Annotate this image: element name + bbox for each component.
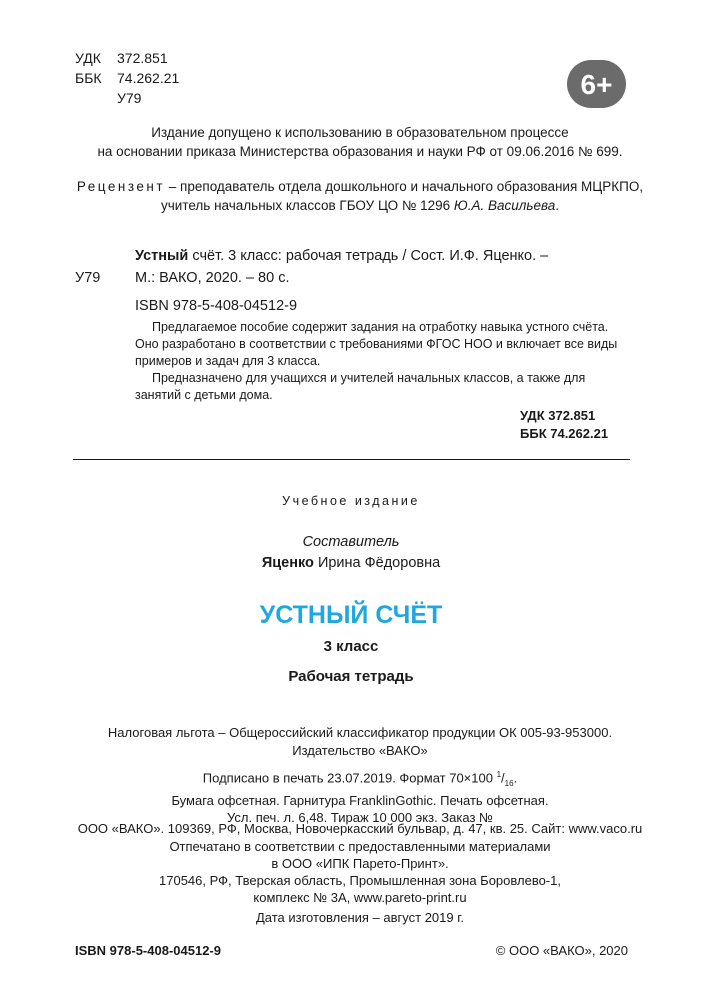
format-numerator: 1 [496, 770, 502, 779]
book-title: УСТНЫЙ СЧЁТ [259, 601, 443, 629]
bib-line-1 [75, 245, 635, 267]
reviewer-period: . [555, 198, 559, 213]
bib-title-bold: Устный [135, 248, 189, 264]
bbk-right: ББК 74.262.21 [520, 426, 609, 441]
printer-info [60, 838, 660, 906]
tax-line: Налоговая льгота – Общероссийский классификатор продукции ОК 005-93-953000. [107, 725, 613, 740]
signed-line [60, 766, 660, 792]
author-name [0, 555, 702, 572]
classification-right [520, 407, 608, 443]
bbk-row [75, 68, 179, 88]
footer-copyright: © ООО «ВАКО», 2020 [495, 943, 628, 958]
divider-rule [73, 459, 630, 460]
udk-label: УДК [75, 50, 101, 66]
bib-title-rest: счёт. 3 класс: рабочая тетрадь / Сост. И.Ф. Яценко. – [188, 248, 549, 264]
edition-type: Учебное издание [282, 494, 420, 508]
paper-line: Бумага офсетная. Гарнитура FranklinGothic. Печать офсетная. [171, 792, 549, 808]
age-rating-badge: 6+ [567, 60, 626, 108]
reviewer-workplace: учитель начальных классов ГБОУ ЦО № 1296 [161, 198, 454, 213]
bibliographic-record [75, 245, 635, 317]
udk-value: 372.851 [117, 50, 168, 66]
signed-text: Подписано в печать 23.07.2019. Формат 70×100 [202, 770, 497, 786]
reviewer-block [60, 177, 660, 215]
publisher-line: Издательство «ВАКО» [292, 743, 428, 758]
annotation-para-2: Предназначено для учащихся и учителей начальных классов, а также для занятий с детьми дома. [135, 371, 586, 402]
reviewer-line-2 [60, 196, 660, 215]
classification-codes [75, 48, 179, 108]
bbk-value: 74.262.21 [117, 70, 180, 86]
bib-imprint: М.: ВАКО, 2020. – 80 с. [135, 270, 290, 286]
annotation-para-1: Предлагаемое пособие содержит задания на отработку навыка устного счёта. Оно разработано в соответствии с требованиями ФГОС НОО и включает все виды примеров и задач для 3 класса. [135, 320, 618, 368]
reviewer-line-1 [60, 177, 660, 196]
printed-line-2: в ООО «ИПК Парето-Принт». [271, 856, 449, 871]
author-given-names: Ирина Фёдоровна [313, 555, 441, 571]
format-slash: / [501, 770, 505, 786]
printed-line-1: Отпечатано в соответствии с предоставленными материалами [169, 839, 551, 854]
reviewer-position: – преподаватель отдела дошкольного и начального образования МЦРКПО, [165, 179, 644, 194]
approval-line-1: Издание допущено к использованию в образовательном процессе [151, 125, 569, 140]
annotation [135, 319, 630, 404]
signed-period: . [513, 770, 518, 786]
printed-line-3: 170546, РФ, Тверская область, Промышленная зона Боровлево-1, [159, 873, 561, 888]
tax-info [60, 724, 660, 760]
bib-isbn: ISBN 978-5-408-04512-9 [135, 298, 298, 314]
print-run-line: Усл. печ. л. 6,48. Тираж 10 000 экз. Заказ № [227, 809, 493, 825]
format-denominator: 16 [504, 778, 514, 788]
udk-right: УДК 372.851 [520, 408, 596, 423]
author-mark: У79 [117, 90, 142, 106]
book-subtitle: Рабочая тетрадь [288, 668, 414, 685]
approval-line-2: на основании приказа Министерства образования и науки РФ от 09.06.2016 № 699. [97, 144, 623, 159]
udk-row [75, 48, 179, 68]
reviewer-label: Рецензент [76, 179, 166, 194]
bib-code: У79 [75, 270, 101, 286]
printed-line-4: комплекс № 3А, www.pareto-print.ru [253, 890, 467, 905]
reviewer-name: Ю.А. Васильева [453, 198, 556, 213]
publisher-address: ООО «ВАКО». 109369, РФ, Москва, Новочеркасский бульвар, д. 47, кв. 25. Сайт: www.vaco.ru [77, 821, 643, 836]
compiler-label: Составитель [302, 534, 400, 550]
author-surname: Яценко [261, 555, 314, 571]
print-details [60, 766, 660, 826]
bib-line-2 [75, 267, 635, 289]
bbk-label: ББК [75, 70, 102, 86]
footer-isbn: ISBN 978-5-408-04512-9 [75, 943, 221, 958]
book-grade: 3 класс [323, 638, 379, 655]
manufacture-date: Дата изготовления – август 2019 г. [255, 910, 464, 925]
approval-notice [60, 123, 660, 161]
